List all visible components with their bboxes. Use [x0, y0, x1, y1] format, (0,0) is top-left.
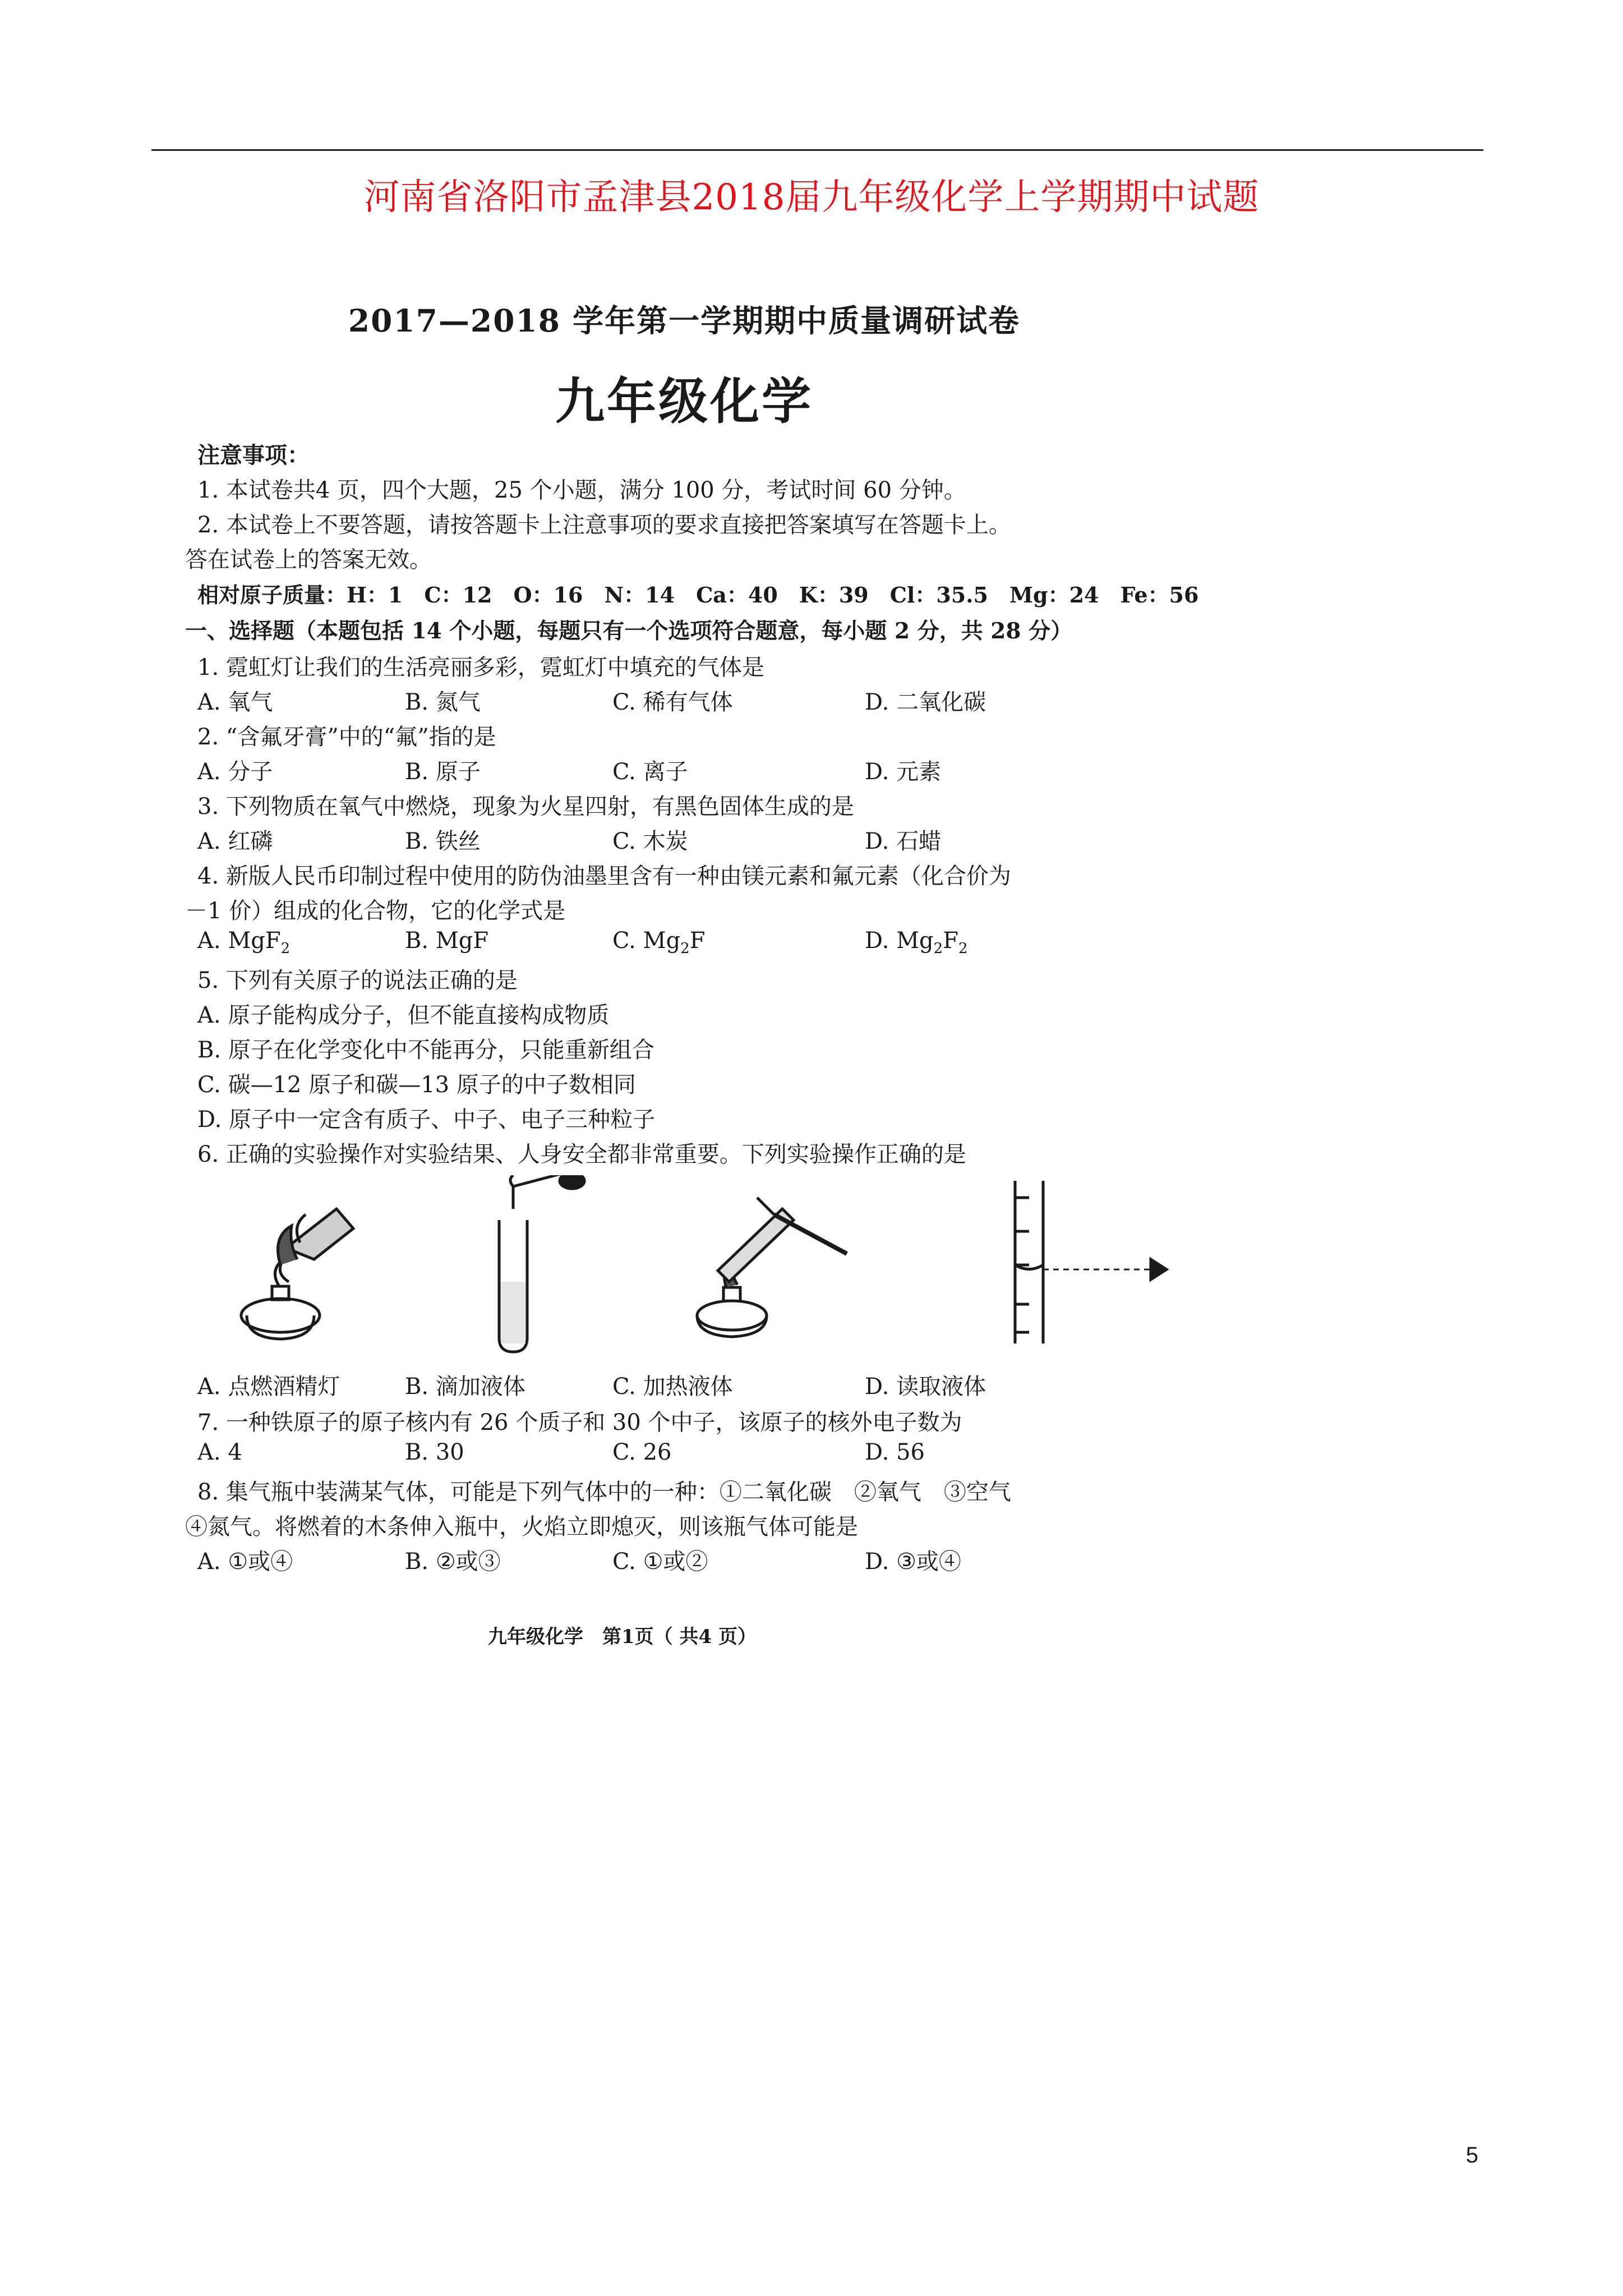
q8-option-c: C. ①或②	[612, 1549, 708, 1575]
q8-stem-1: 8. 集气瓶中装满某气体，可能是下列气体中的一种：①二氧化碳 ②氧气 ③空气	[197, 1479, 1011, 1505]
q2-option-d: D. 元素	[865, 759, 942, 785]
test-tube-dropper-icon	[499, 1175, 584, 1352]
q4-stem-1: 4. 新版人民币印制过程中使用的防伪油墨里含有一种由镁元素和氟元素（化合价为	[197, 863, 1011, 889]
q7-option-d: D. 56	[865, 1439, 925, 1465]
q4-option-a: A. MgF$_2$	[197, 928, 291, 957]
q2-option-a: A. 分子	[197, 759, 273, 785]
q7-option-c: C. 26	[612, 1439, 672, 1465]
note-2a: 2. 本试卷上不要答题，请按答题卡上注意事项的要求直接把答案填写在答题卡上。	[197, 512, 1011, 538]
q5-option-c: C. 碳—12 原子和碳—13 原子的中子数相同	[197, 1072, 636, 1098]
q2-stem: 2. “含氟牙膏”中的“氟”指的是	[197, 724, 496, 750]
q8-option-d: D. ③或④	[865, 1549, 961, 1575]
q4-stem-2: －1 价）组成的化合物，它的化学式是	[185, 898, 566, 924]
note-2b: 答在试卷上的答案无效。	[185, 547, 432, 573]
q1-stem: 1. 霓虹灯让我们的生活亮丽多彩，霓虹灯中填充的气体是	[197, 655, 764, 680]
top-rule	[151, 149, 1483, 151]
q1-option-b: B. 氮气	[405, 689, 481, 715]
q3-option-b: B. 铁丝	[405, 829, 481, 854]
q8-stem-2: ④氮气。将燃着的木条伸入瓶中，火焰立即熄灭，则该瓶气体可能是	[185, 1514, 858, 1540]
q3-option-c: C. 木炭	[612, 829, 688, 854]
q4-option-d: D. $Mg_2F_2$	[865, 928, 968, 957]
q2-option-c: C. 离子	[612, 759, 688, 785]
q6-option-b: B. 滴加液体	[405, 1374, 525, 1400]
notes-heading: 注意事项：	[197, 442, 310, 468]
document-title: 河南省洛阳市孟津县2018届九年级化学上学期期中试题	[363, 177, 1260, 218]
q5-option-b: B. 原子在化学变化中不能再分，只能重新组合	[197, 1037, 654, 1063]
exam-header: 2017—2018 学年第一学期期中质量调研试卷	[348, 302, 1021, 339]
q3-stem: 3. 下列物质在氧气中燃烧，现象为火星四射，有黑色固体生成的是	[197, 794, 854, 820]
graduated-cylinder-icon	[1015, 1181, 1166, 1343]
alcohol-lamp-icon	[241, 1209, 353, 1339]
q6-option-d: D. 读取液体	[865, 1374, 986, 1400]
q6-option-c: C. 加热液体	[612, 1374, 733, 1400]
exam-subject: 九年级化学	[555, 372, 813, 430]
q1-option-a: A. 氧气	[197, 689, 273, 715]
q6-option-a: A. 点燃酒精灯	[197, 1374, 340, 1400]
q7-option-a: A. 4	[197, 1439, 242, 1465]
q6-stem: 6. 正确的实验操作对实验结果、人身安全都非常重要。下列实验操作正确的是	[197, 1142, 966, 1167]
q4-option-b: B. MgF	[405, 928, 489, 954]
q8-option-b: B. ②或③	[405, 1549, 501, 1575]
page-number: 5	[1465, 2143, 1478, 2168]
q5-option-a: A. 原子能构成分子，但不能直接构成物质	[197, 1002, 610, 1028]
q5-stem: 5. 下列有关原子的说法正确的是	[197, 968, 518, 993]
q7-stem: 7. 一种铁原子的原子核内有 26 个质子和 30 个中子，该原子的核外电子数为	[197, 1410, 962, 1435]
q8-option-a: A. ①或④	[197, 1549, 293, 1575]
q6-figures	[185, 1175, 1195, 1360]
heating-test-tube-icon	[697, 1198, 847, 1337]
section-1-heading: 一、选择题（本题包括 14 个小题，每题只有一个选项符合题意，每小题 2 分，共 28 分）	[185, 618, 1073, 644]
q4-option-c: C. $Mg_2F$	[612, 928, 706, 957]
q1-option-c: C. 稀有气体	[612, 689, 733, 715]
q1-option-d: D. 二氧化碳	[865, 689, 986, 715]
q7-option-b: B. 30	[405, 1439, 464, 1465]
atomic-mass-line: 相对原子质量：H：1 C：12 O：16 N：14 Ca：40 K：39 Cl：35.5 Mg：24 Fe：56	[197, 582, 1199, 608]
note-1: 1. 本试卷共4 页，四个大题，25 个小题，满分 100 分，考试时间 60 分钟。	[197, 477, 966, 503]
q3-option-d: D. 石蜡	[865, 829, 942, 854]
q3-option-a: A. 红磷	[197, 829, 273, 854]
q2-option-b: B. 原子	[405, 759, 481, 785]
exam-footer: 九年级化学 第1页（ 共4 页）	[488, 1626, 757, 1648]
q5-option-d: D. 原子中一定含有质子、中子、电子三种粒子	[197, 1107, 656, 1133]
